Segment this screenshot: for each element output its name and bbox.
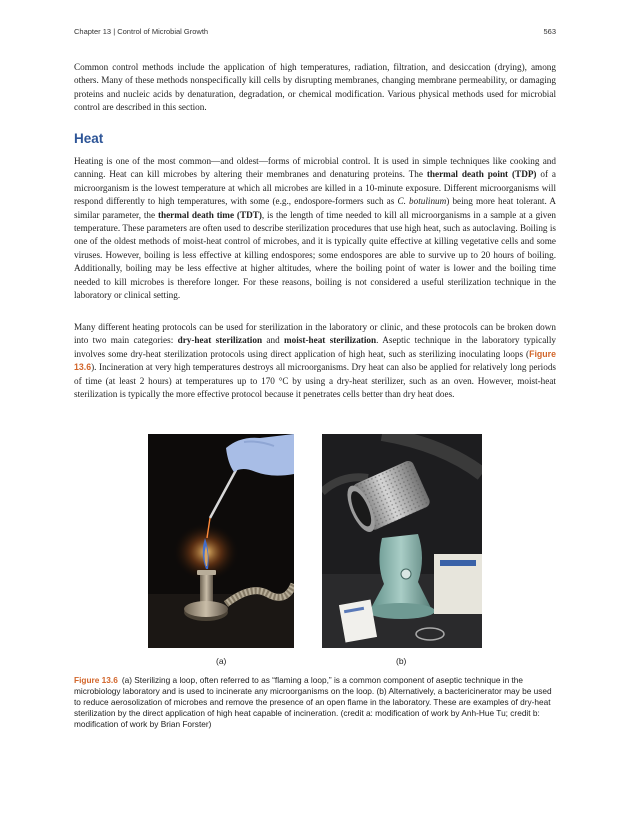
text-run: and — [262, 335, 285, 346]
intro-paragraph: Common control methods include the application of high temperatures, radiation, filtration, and desiccation (drying), among others. Many of these methods nonspecifically kill cells by disrupting membranes, changing membrane permeability, or damaging proteins and nucleic acids by denaturation, degradation, or chemical modification. Various physical methods used for microbial control are described in this section. — [74, 62, 556, 113]
term-moist-heat-sterilization: moist-heat sterilization — [284, 335, 377, 346]
photo-bactericinerator — [322, 434, 482, 648]
species-name: C. botulinum — [397, 196, 447, 207]
text-run: Heating is one of the most common—and oldest—forms of microbial control. It is used in simple techniques like cooking and canning. Heat can kill microbes by altering their membranes and denaturing proteins. The — [74, 156, 556, 180]
text-run: of a microorganism is the lowest temperature at which all microbes are killed in a 10-minute exposure. Different microorganisms will respond differently to high temperatures, with some (e.g., endospore-formers such as — [74, 169, 556, 207]
figure-caption-label: Figure 13.6 — [74, 675, 118, 685]
term-thermal-death-time: thermal death time (TDT) — [157, 209, 262, 220]
figure-sublabel-a: (a) — [216, 656, 227, 666]
photo-flaming-loop — [148, 434, 294, 648]
term-dry-heat-sterilization: dry-heat sterilization — [177, 335, 263, 346]
term-thermal-death-point: thermal death point (TDP) — [426, 169, 537, 180]
figure-caption — [74, 675, 556, 730]
text-run: . Aseptic technique in the laboratory typically involves some dry-heat sterilization protocols using direct application of high heat, such as sterilizing inoculating loops ( — [74, 335, 556, 359]
running-header-chapter: Chapter 13 | Control of Microbial Growth — [74, 27, 209, 36]
figure-reference-link[interactable]: Figure 13.6 — [74, 348, 556, 373]
heat-paragraph-2 — [74, 321, 556, 401]
text-run: ) being more heat tolerant. A similar parameter, the — [74, 196, 557, 220]
section-heading-heat: Heat — [74, 131, 104, 146]
text-run: Many different heating protocols can be used for sterilization in the laboratory or clinic, and these protocols can be broken down into two main categories: — [74, 322, 556, 346]
heat-paragraph-1 — [74, 155, 556, 302]
figure-caption-text: (a) Sterilizing a loop, often referred to as “flaming a loop,” is a common component of aseptic technique in the microbiology laboratory and is used to incinerate any microorganisms on the loop. (b) Alternatively, a bactericinerator may be used to reduce aerosolization of microbes and remove the presence of an open flame in the laboratory. These are examples of dry-heat sterilization by the direct application of high heat capable of incineration. (credit a: modification of work by Anh-Hue Tu; credit b: modification of work by Brian Forster) — [74, 675, 552, 729]
figure-sublabel-b: (b) — [396, 656, 407, 666]
running-header-page-number: 563 — [543, 27, 556, 36]
text-run: ). Incineration at very high temperatures destroys all microorganisms. Dry heat can also be applied for relatively long periods of time (at least 2 hours) at temperatures up to 170 °C by using a dry-heat sterilizer, such as an oven. However, moist-heat sterilization is typically the more effective protocol because it penetrates cells better than dry heat does. — [74, 362, 556, 400]
text-run: , is the length of time needed to kill all microorganisms in a sample at a given temperature. These parameters are often used to describe sterilization procedures that use high heat, such as autoclaving. Boiling is one of the oldest methods of moist-heat control of microbes, and it is typically quite effective at killing vegetative cells and some viruses. However, boiling is less effective at killing endospores; some endospores are able to survive up to 20 hours of boiling. Additionally, boiling may be less effective at higher altitudes, where the boiling point of water is lower and the boiling time needed to kill microbes is therefore longer. For these reasons, boiling is not considered a useful sterilization technique in the laboratory or clinical setting. — [74, 209, 556, 301]
